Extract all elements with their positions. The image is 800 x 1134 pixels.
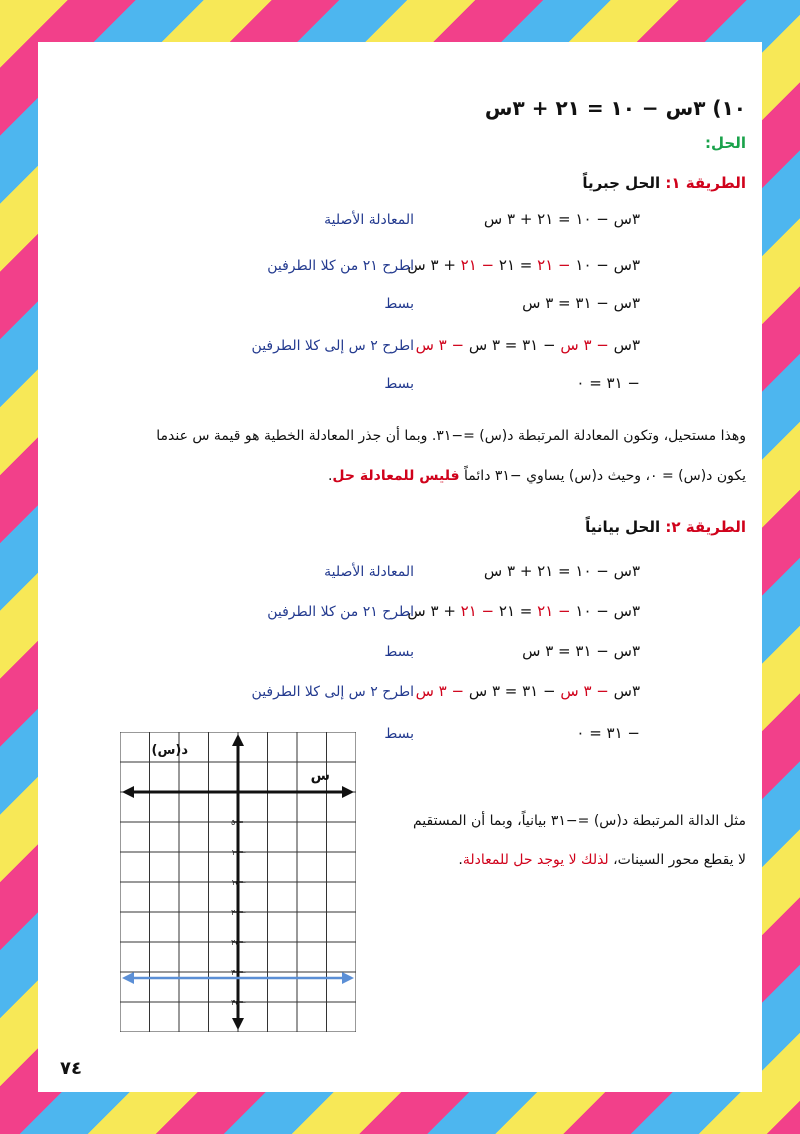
x-axis-arrow-left [122,786,134,798]
method-2-equation-2-part: − ٢١ [537,602,571,620]
method-1-equation-5 [576,374,640,392]
y-axis-arrow-top [232,734,244,746]
method-2-equation-5 [576,724,640,742]
method-1-equation-2-part: − ٢١ [537,256,571,274]
method-2-equation-1-part: ٣س − ١٠ = ٢١ + ٣ س [483,562,640,580]
method-1-equation-4 [416,336,640,354]
x-axis-label: س [310,768,330,784]
y-tick-label: −٣٠ [231,968,247,977]
page-number: ٧٤ [60,1058,82,1079]
y-tick-label: −٥ [231,818,242,827]
y-tick-label: −١٠ [231,848,247,857]
method-2-equation-4-part: − ٣ س [415,682,465,700]
method-2-title [585,518,746,536]
method-1-name: الحل جبرياً [582,174,666,192]
paragraph-2-period: . [458,852,463,868]
method-1-step-note-5: بسط [384,376,414,392]
method-1-step-note-3: بسط [384,296,414,312]
paragraph-2-line-1: مثل الدالة المرتبطة د(س) =−٣١ بيانياً، وبما أن المستقيم [412,813,746,829]
method-2-step-note-2: اطرح ٢١ من كلا الطرفين [267,604,414,620]
method-2-equation-2 [407,602,640,620]
y-tick-label: −٢٥ [231,938,247,947]
method-1-equation-5-part: − ٣١ = ٠ [576,374,640,392]
method-2-equation-4 [416,682,640,700]
method-1-equation-1-part: ٣س − ١٠ = ٢١ + ٣ س [483,210,640,228]
function-graph [120,732,356,1032]
y-axis-arrow-bottom [232,1018,244,1030]
method-1-equation-2-part: − ٢١ [460,256,495,274]
method-1-number: الطريقة ١: [665,174,746,192]
method-1-equation-4-part: − ٣١ = ٣ س [464,336,561,354]
method-2-step-note-5: بسط [384,726,414,742]
y-tick-label: −٢٠ [231,908,247,917]
method-2-equation-4-part: ٣س [608,682,640,700]
method-1-equation-3 [522,294,640,312]
method-1-equation-2 [407,256,640,274]
solution-label: الحل: [705,134,746,152]
method-2-equation-4-part: − ٣١ = ٣ س [464,682,561,700]
paragraph-2-conclusion: لذلك لا يوجد حل للمعادلة [462,852,609,868]
method-1-step-note-1: المعادلة الأصلية [324,212,414,228]
paragraph-1-conclusion: فليس للمعادلة حل [332,468,460,484]
paragraph-1-text: يكون د(س) = ٠، وحيث د(س) يساوي −٣١ دائماً [459,468,746,484]
method-2-name: الحل بيانياً [585,518,666,536]
method-1-equation-2-part: + ٣ س [407,256,461,274]
method-1-equation-4-part: − ٣ س [415,336,465,354]
method-1-title [582,174,746,192]
method-1-step-note-4: اطرح ٢ س إلى كلا الطرفين [251,338,414,354]
method-1-equation-4-part: ٣س [608,336,640,354]
paragraph-2-text: لا يقطع محور السينات، [608,852,746,868]
method-2-step-note-1: المعادلة الأصلية [324,564,414,580]
method-2-equation-3-part: ٣س − ٣١ = ٣ س [522,642,640,660]
method-2-equation-2-part: ٣س − ١٠ [570,602,640,620]
method-1-equation-4-part: − ٣ س [560,336,609,354]
function-line-arrow-left [122,972,134,984]
method-1-equation-2-part: ٣س − ١٠ [570,256,640,274]
method-2-equation-1 [484,562,640,580]
y-tick-label: −٣٥ [231,998,247,1007]
method-1-equation-3-part: ٣س − ٣١ = ٣ س [522,294,640,312]
x-axis-arrow-right [342,786,354,798]
method-1-equation-2-part: = ٢١ [494,256,538,274]
paragraph-1-period: . [327,468,333,484]
method-2-equation-2-part: = ٢١ [494,602,538,620]
method-2-number: الطريقة ٢: [665,518,746,536]
method-1-equation-1 [484,210,640,228]
method-2-equation-3 [522,642,640,660]
method-2-equation-2-part: − ٢١ [460,602,495,620]
y-axis-label: د(س) [151,743,188,758]
method-2-equation-4-part: − ٣ س [560,682,609,700]
problem-statement: ١٠) ٣س − ١٠ = ٢١ + ٣س [484,96,746,120]
paragraph-1-line-1: وهذا مستحيل، وتكون المعادلة المرتبطة د(س) =−٣١. وبما أن جذر المعادلة الخطية هو قيمة س عندما [156,428,746,444]
method-1-step-note-2: اطرح ٢١ من كلا الطرفين [267,258,414,274]
method-2-step-note-3: بسط [384,644,414,660]
method-2-equation-2-part: + ٣ س [407,602,461,620]
function-line-arrow-right [342,972,354,984]
paragraph-2-line-2 [458,853,746,867]
method-2-equation-5-part: − ٣١ = ٠ [576,724,640,742]
paragraph-1-line-2 [328,469,746,483]
y-tick-label: −١٥ [231,878,247,887]
method-2-step-note-4: اطرح ٢ س إلى كلا الطرفين [251,684,414,700]
